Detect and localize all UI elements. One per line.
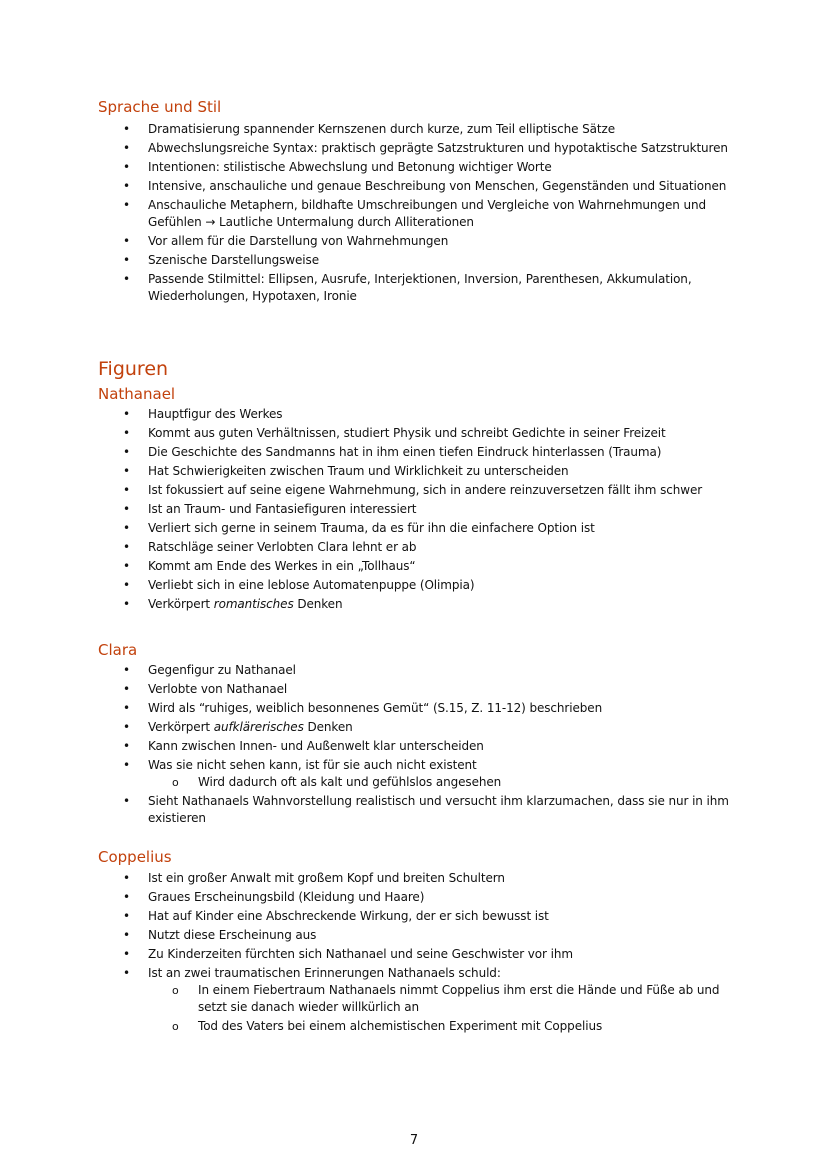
bullet: •	[123, 426, 130, 440]
list-item: • Dramatisierung spannender Kernszenen durch kurze, zum Teil elliptische Sätze	[123, 122, 616, 136]
list-item: • Die Geschichte des Sandmanns hat in ihm einen tiefen Eindruck hinterlassen (Trauma)	[123, 445, 662, 459]
list-clara	[0, 662, 828, 829]
list-sprache-und-stil	[0, 121, 828, 307]
list-item: • Ist fokussiert auf seine eigene Wahrnehmung, sich in andere reinzuversetzen fällt ihm schwer	[123, 483, 703, 497]
list-item: • Passende Stilmittel: Ellipsen, Ausrufe, Interjektionen, Inversion, Parenthesen, Akkumulation, Wiederholungen, Hypotaxen, Ironie	[123, 272, 692, 303]
bullet: •	[123, 521, 130, 535]
bullet: •	[123, 909, 130, 923]
list-item: • Verkörpert aufklärerisches Denken	[123, 720, 353, 734]
list-item: • Kann zwischen Innen- und Außenwelt klar unterscheiden	[123, 739, 484, 753]
list-item: • Abwechslungsreiche Syntax: praktisch geprägte Satzstrukturen und hypotaktische Satzstrukturen	[123, 141, 728, 155]
list-item: • Verliebt sich in eine leblose Automatenpuppe (Olimpia)	[123, 578, 475, 592]
page-number: 7	[409, 1133, 419, 1148]
list-item: • Verliert sich gerne in seinem Trauma, da es für ihn die einfachere Option ist	[123, 521, 595, 535]
list-subitem: o In einem Fiebertraum Nathanaels nimmt Coppelius ihm erst die Hände und Füße ab und setzt sie danach wieder willkürlich an	[172, 983, 720, 1014]
list-item: • Kommt am Ende des Werkes in ein „Tollhaus“	[123, 559, 416, 573]
bullet: •	[123, 947, 130, 961]
list-item: • Ist an Traum- und Fantasiefiguren interessiert	[123, 502, 417, 516]
bullet: •	[123, 445, 130, 459]
bullet: •	[123, 578, 130, 592]
bullet: •	[123, 483, 130, 497]
bullet: •	[123, 559, 130, 573]
heading-clara: Clara	[98, 641, 138, 659]
bullet: •	[123, 739, 130, 753]
bullet: •	[123, 272, 130, 286]
bullet: •	[123, 597, 130, 611]
bullet: •	[123, 663, 130, 677]
bullet: •	[123, 966, 130, 980]
bullet: •	[123, 141, 130, 155]
bullet: •	[123, 160, 130, 174]
bullet: •	[123, 682, 130, 696]
list-item: • Verlobte von Nathanael	[123, 682, 288, 696]
bullet: •	[123, 701, 130, 715]
list-item: • Hat Schwierigkeiten zwischen Traum und Wirklichkeit zu unterscheiden	[123, 464, 569, 478]
bullet: •	[123, 928, 130, 942]
heading-nathanael: Nathanael	[98, 385, 176, 403]
bullet: •	[123, 890, 130, 904]
list-item: • Verkörpert romantisches Denken	[123, 597, 343, 611]
list-item: • Zu Kinderzeiten fürchten sich Nathanael und seine Geschwister vor ihm	[123, 947, 573, 961]
bullet: •	[123, 407, 130, 421]
list-coppelius	[0, 870, 828, 1035]
bullet: •	[123, 720, 130, 734]
heading-figuren: Figuren	[98, 358, 169, 380]
heading-coppelius: Coppelius	[98, 848, 172, 866]
list-item: • Anschauliche Metaphern, bildhafte Umschreibungen und Vergleiche von Wahrnehmungen und Gefühlen → Lautliche Untermalung durch Alliterationen	[123, 198, 706, 229]
bullet: •	[123, 871, 130, 885]
bullet: •	[123, 234, 130, 248]
list-subitem: o Wird dadurch oft als kalt und gefühlslos angesehen	[172, 775, 502, 789]
list-item: • Nutzt diese Erscheinung aus	[123, 928, 317, 942]
bullet: •	[123, 794, 130, 808]
list-item: • Szenische Darstellungsweise	[123, 253, 319, 267]
sub-bullet: o	[172, 776, 179, 789]
list-item: • Vor allem für die Darstellung von Wahrnehmungen	[123, 234, 449, 248]
list-item: • Intensive, anschauliche und genaue Beschreibung von Menschen, Gegenständen und Situationen	[123, 179, 727, 193]
bullet: •	[123, 122, 130, 136]
bullet: •	[123, 253, 130, 267]
list-item: • Hat auf Kinder eine Abschreckende Wirkung, der er sich bewusst ist	[123, 909, 549, 923]
bullet: •	[123, 179, 130, 193]
sub-bullet: o	[172, 1020, 179, 1033]
list-item: • Kommt aus guten Verhältnissen, studiert Physik und schreibt Gedichte in seiner Freizeit	[123, 426, 666, 440]
list-item: • Sieht Nathanaels Wahnvorstellung realistisch und versucht ihm klarzumachen, dass sie nur in ihm existieren	[123, 794, 729, 825]
bullet: •	[123, 464, 130, 478]
list-item: • Ist ein großer Anwalt mit großem Kopf und breiten Schultern	[123, 871, 505, 885]
list-item: • Graues Erscheinungsbild (Kleidung und Haare)	[123, 890, 425, 904]
bullet: •	[123, 540, 130, 554]
list-item: • Was sie nicht sehen kann, ist für sie auch nicht existent	[123, 758, 477, 772]
bullet: •	[123, 198, 130, 212]
list-nathanael	[0, 406, 828, 615]
list-item: • Ist an zwei traumatischen Erinnerungen Nathanaels schuld:	[123, 966, 501, 980]
bullet: •	[123, 758, 130, 772]
list-item: • Ratschläge seiner Verlobten Clara lehnt er ab	[123, 540, 417, 554]
list-item: • Wird als “ruhiges, weiblich besonnenes Gemüt“ (S.15, Z. 11-12) beschrieben	[123, 701, 603, 715]
sub-bullet: o	[172, 984, 179, 997]
list-item: • Intentionen: stilistische Abwechslung und Betonung wichtiger Worte	[123, 160, 552, 174]
heading-sprache-und-stil: Sprache und Stil	[98, 98, 222, 116]
list-item: • Gegenfigur zu Nathanael	[123, 663, 296, 677]
bullet: •	[123, 502, 130, 516]
list-item: • Hauptfigur des Werkes	[123, 407, 283, 421]
list-subitem: o Tod des Vaters bei einem alchemistischen Experiment mit Coppelius	[172, 1019, 603, 1033]
